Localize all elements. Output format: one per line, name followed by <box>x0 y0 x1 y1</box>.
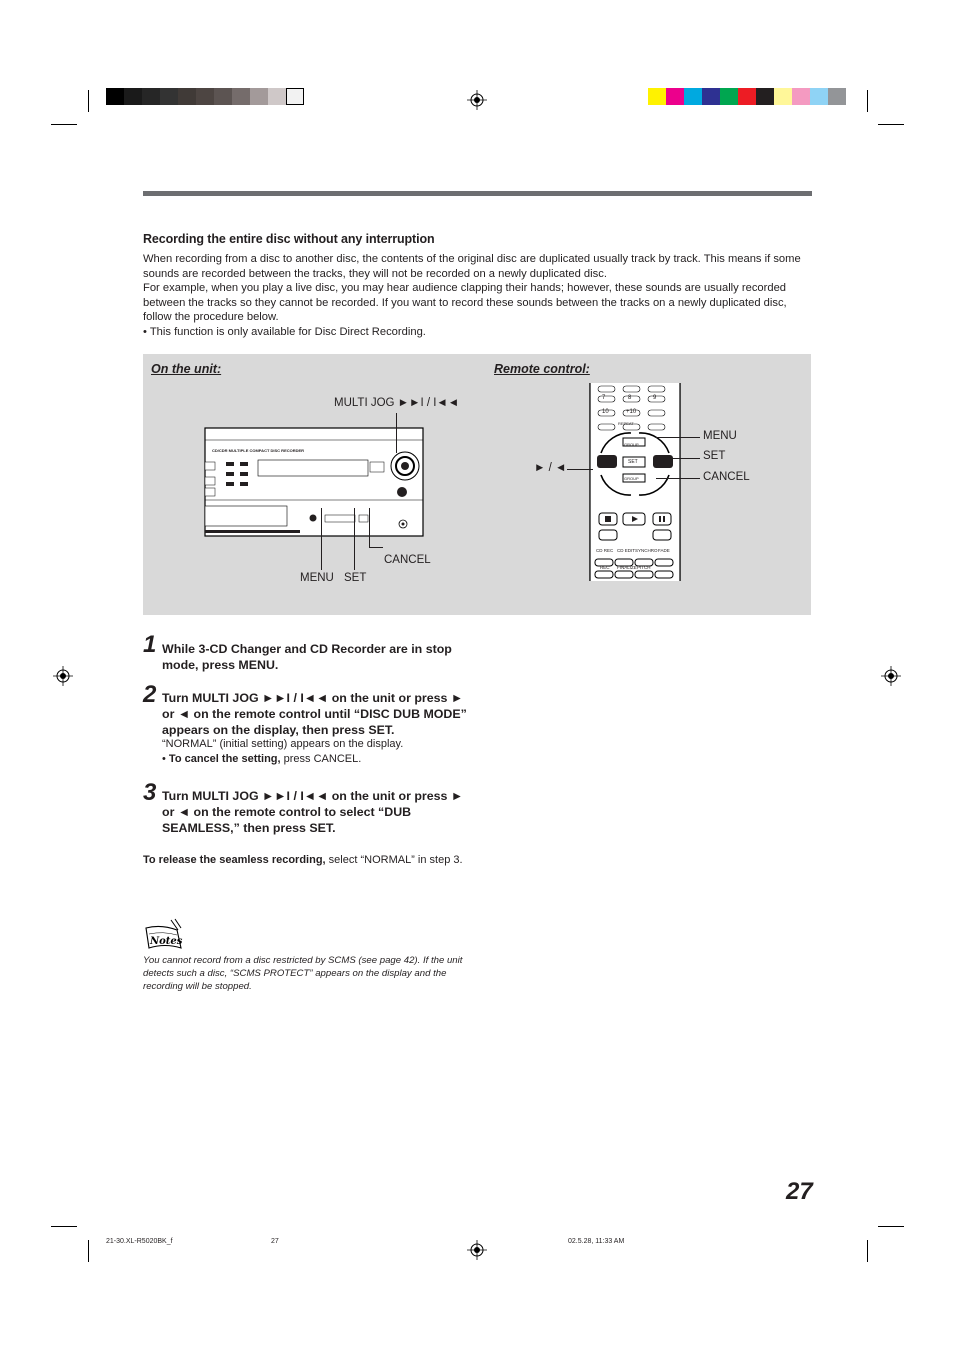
gray-swatch <box>250 88 268 105</box>
gray-swatch <box>124 88 142 105</box>
leader-line <box>369 508 370 548</box>
remote-cancel-label: CANCEL <box>703 471 750 483</box>
step-number: 3 <box>143 779 157 806</box>
notes-text: You cannot record from a disc restricted by SCMS (see page 42). If the unit detects such a disc, “SCMS PROTECT” appears on the display and the recording will be stopped. <box>143 955 463 992</box>
leader-line <box>321 508 322 570</box>
release-rest: select “NORMAL” in step 3. <box>325 854 463 866</box>
registration-mark-icon <box>467 90 487 110</box>
remote-key-fade: FADE <box>658 548 670 553</box>
multi-jog-label: MULTI JOG ►►I / I◄◄ <box>334 397 460 409</box>
step-3-text: Turn MULTI JOG ►►I / I◄◄ on the unit or press ► or ◄ on the remote control to select “DUB SEAMLESS,” then press SET. <box>162 789 464 835</box>
remote-key-cd-rec: CD REC <box>596 548 614 553</box>
remote-heading: Remote control: <box>494 362 590 376</box>
remote-key-10: 10 <box>602 409 609 415</box>
crop-mark <box>51 1226 77 1227</box>
footer-page: 27 <box>271 1238 279 1245</box>
remote-key-set: SET <box>628 459 638 465</box>
gray-swatch <box>268 88 286 105</box>
crop-mark <box>878 1226 904 1227</box>
crop-mark <box>51 124 77 125</box>
color-swatch <box>720 88 738 105</box>
release-bold: To release the seamless recording, <box>143 854 326 866</box>
footer-file: 21-30.XL-R5020BK_f <box>106 1238 173 1245</box>
remote-key-group-bottom: GROUP <box>624 476 639 481</box>
remote-key-synchro: SYNCHRO <box>635 548 658 553</box>
remote-menu-label: MENU <box>703 430 737 442</box>
remote-set-label: SET <box>703 450 726 462</box>
footer-date: 02.5.28, 11:33 AM <box>568 1238 625 1245</box>
step-1-text: While 3-CD Changer and CD Recorder are in stop mode, press MENU. <box>162 642 452 672</box>
example-paragraph: For example, when you play a live disc, you may hear audience clapping their hands; however, these sounds are usually recorded between the tracks so they cannot be recorded. If you want to record these sounds between the tracks on a newly duplicated disc, follow the procedure below. <box>143 282 787 324</box>
crop-mark <box>878 124 904 125</box>
cancel-note-bold: To cancel the setting, <box>168 753 281 765</box>
remote-key-pitch: PITCH <box>637 565 651 570</box>
leader-line <box>670 458 700 459</box>
gray-swatch <box>160 88 178 105</box>
gray-swatch <box>286 88 304 105</box>
leader-line <box>656 437 700 438</box>
gray-swatch <box>106 88 124 105</box>
remote-key-repeat: REPEAT <box>618 421 634 426</box>
gray-swatch <box>232 88 250 105</box>
unit-model-label: CD/CDR MULTIPLE COMPACT DISC RECORDER <box>212 448 305 453</box>
header-rule <box>143 191 812 196</box>
leader-line <box>567 469 593 470</box>
color-swatch <box>666 88 684 105</box>
gray-swatch <box>178 88 196 105</box>
page-number: 27 <box>786 1178 813 1205</box>
availability-note: • This function is only available for Disc Direct Recording. <box>143 325 426 338</box>
step-2-cancel-note <box>162 752 361 766</box>
step-number: 2 <box>143 681 157 708</box>
gray-swatch <box>196 88 214 105</box>
registration-mark-icon <box>53 666 73 686</box>
intro-paragraph: When recording from a disc to another disc, the contents of the original disc are duplicated usually track by track. This means if some sounds are recorded between the tracks, they will not be recorded on a newly duplicated disc. <box>143 253 801 280</box>
color-swatch <box>828 88 846 105</box>
bullet: • <box>162 753 169 765</box>
leader-line <box>396 413 397 453</box>
set-label: SET <box>344 572 367 584</box>
gray-swatch <box>142 88 160 105</box>
remote-arrows-label: ► / ◄ <box>534 462 567 474</box>
leader-line <box>369 547 383 548</box>
remote-key-finalize: FINALIZE <box>617 565 637 570</box>
remote-key-7: 7 <box>602 395 606 401</box>
gray-swatch <box>214 88 232 105</box>
step-2-display-note: “NORMAL” (initial setting) appears on the display. <box>162 738 404 750</box>
remote-key-plus10: +10 <box>626 409 637 415</box>
menu-label: MENU <box>300 572 334 584</box>
section-title: Recording the entire disc without any interruption <box>143 232 435 246</box>
color-swatch <box>810 88 828 105</box>
crop-mark <box>88 90 89 112</box>
leader-line <box>656 478 700 479</box>
remote-key-group-top: GROUP <box>624 442 639 447</box>
color-swatch <box>648 88 666 105</box>
cancel-label: CANCEL <box>384 554 431 566</box>
cancel-note-rest: press CANCEL. <box>280 753 362 765</box>
leader-line <box>354 508 355 570</box>
color-swatch <box>702 88 720 105</box>
crop-mark <box>867 1240 868 1262</box>
crop-mark <box>88 1240 89 1262</box>
notes-icon <box>143 918 185 952</box>
remote-key-cd-edit: CD EDIT <box>617 548 635 553</box>
color-swatch <box>738 88 756 105</box>
remote-key-rec: REC <box>600 565 610 570</box>
registration-mark-icon <box>467 1240 487 1260</box>
color-swatch <box>756 88 774 105</box>
step-number: 1 <box>143 631 157 658</box>
color-swatch <box>774 88 792 105</box>
color-swatch <box>684 88 702 105</box>
notes-icon-text: Notes <box>150 936 183 947</box>
crop-mark <box>867 90 868 112</box>
section-body <box>143 252 811 340</box>
color-swatch <box>792 88 810 105</box>
remote-key-9: 9 <box>653 395 657 401</box>
unit-heading: On the unit: <box>151 362 222 376</box>
remote-key-8: 8 <box>628 395 632 401</box>
registration-mark-icon <box>881 666 901 686</box>
step-2-text: Turn MULTI JOG ►►I / I◄◄ on the unit or press ► or ◄ on the remote control until “DISC DUB MODE” appears on the display, then press SET. <box>162 691 467 737</box>
release-instruction <box>143 853 463 867</box>
